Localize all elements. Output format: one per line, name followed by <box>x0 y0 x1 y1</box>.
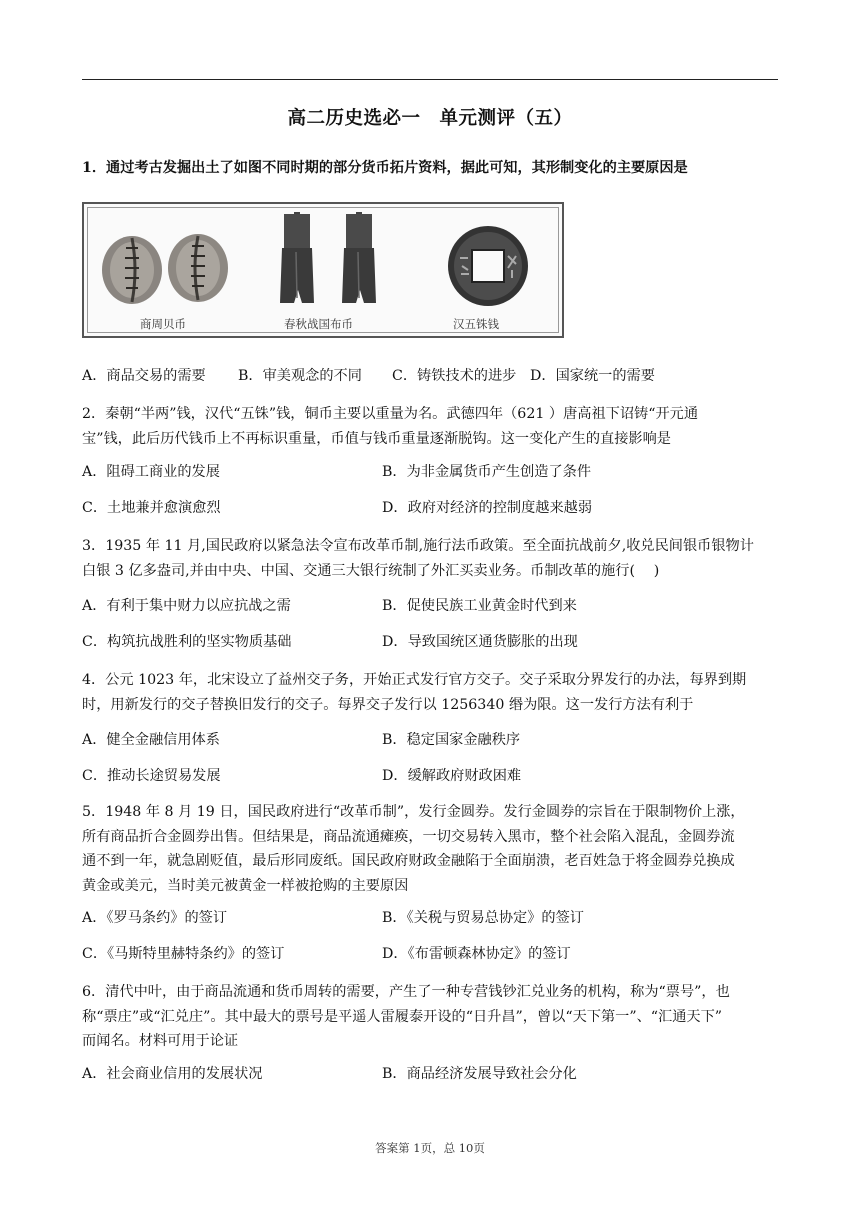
q5-option-d: D．《布雷顿森林协定》的签订 <box>382 946 571 962</box>
q4-line-1: 4．公元 1023 年，北宋设立了益州交子务，开始正式发行官方交子。交子采取分界发行的办法，每界到期 <box>82 672 747 688</box>
q3-option-a: A．有利于集中财力以应抗战之需 <box>82 598 291 614</box>
header-rule <box>82 79 778 80</box>
q5-line-1: 5．1948 年 8 月 19 日，国民政府进行“改革币制”，发行金圆券。发行金圆券的宗旨在于限制物价上涨， <box>82 804 745 820</box>
question-5-stem <box>82 800 780 898</box>
q6-line-3: 而闻名。材料可用于论证 <box>82 1033 239 1049</box>
q2-option-c: C．土地兼并愈演愈烈 <box>82 500 221 516</box>
question-2-stem <box>82 402 780 451</box>
spade-coin-icon <box>342 212 376 303</box>
q4-option-c: C．推动长途贸易发展 <box>82 768 221 784</box>
wuzhu-coin-icon <box>448 226 528 306</box>
q2-option-d: D．政府对经济的控制度越来越弱 <box>382 500 593 516</box>
q1-option-c: C．铸铁技术的进步 <box>392 368 517 384</box>
shell-coin-icon <box>168 234 228 302</box>
shell-coin-icon <box>102 236 162 304</box>
q6-option-b: B．商品经济发展导致社会分化 <box>382 1066 577 1082</box>
q5-option-c: C．《马斯特里赫特条约》的签订 <box>82 946 285 962</box>
q2-line-1: 2．秦朝“半两”钱，汉代“五铢”钱，铜币主要以重量为名。武德四年（621 ）唐高祖下诏铸“开元通 <box>82 406 699 422</box>
caption-shell-coin: 商周贝币 <box>140 317 186 331</box>
q4-line-2: 时，用新发行的交子替换旧发行的交子。每界交子发行以 1256340 缗为限。这一发行方法有利于 <box>82 696 694 713</box>
q4-option-b: B．稳定国家金融秩序 <box>382 732 521 748</box>
q3-line-2: 白银 3 亿多盎司,并由中央、中国、交通三大银行统制了外汇买卖业务。币制改革的施行( ) <box>82 562 660 579</box>
q2-option-b: B．为非金属货币产生创造了条件 <box>382 464 592 480</box>
question-3-stem <box>82 534 780 583</box>
q3-line-1: 3．1935 年 11 月,国民政府以紧急法令宣布改革币制,施行法币政策。至全面抗战前夕,收兑民间银币银物计 <box>82 538 754 554</box>
page-footer: 答案第 1页，总 10页 <box>375 1141 485 1155</box>
q3-option-b: B．促使民族工业黄金时代到来 <box>382 598 577 614</box>
caption-wuzhu-coin: 汉五铢钱 <box>453 317 499 331</box>
q1-option-a: A．商品交易的需要 <box>82 368 206 384</box>
q5-line-4: 黄金或美元，当时美元被黄金一样被抢购的主要原因 <box>82 877 409 894</box>
coin-figure <box>82 202 564 338</box>
q1-option-d: D．国家统一的需要 <box>530 368 655 384</box>
page-title: 高二历史选必一 单元测评（五） <box>287 108 573 129</box>
q4-option-d: D．缓解政府财政困难 <box>382 768 522 784</box>
q5-line-3: 通不到一年，就急剧贬值，最后形同废纸。国民政府财政金融陷于全面崩溃，老百姓急于将金圆券兑换成 <box>82 853 735 869</box>
q2-option-a: A．阻碍工商业的发展 <box>82 464 220 480</box>
q6-option-a: A．社会商业信用的发展状况 <box>82 1066 263 1082</box>
q5-line-2: 所有商品折合金圆券出售。但结果是，商品流通瘫痪，一切交易转入黑市，整个社会陷入混乱，金圆券流 <box>82 828 735 845</box>
q2-line-2: 宝”钱，此后历代钱币上不再标识重量，币值与钱币重量逐渐脱钩。这一变化产生的直接影响是 <box>82 430 671 447</box>
q3-option-c: C．构筑抗战胜利的坚实物质基础 <box>82 634 292 650</box>
q1-option-b: B．审美观念的不同 <box>238 368 362 384</box>
q6-line-1: 6．清代中叶，由于商品流通和货币周转的需要，产生了一种专营钱钞汇兑业务的机构，称为“票号”，也 <box>82 984 730 1000</box>
q6-line-2: 称“票庄”或“汇兑庄”。其中最大的票号是平遥人雷履泰开设的“日升昌”，曾以“天下第一”、“汇通天下” <box>82 1008 723 1025</box>
q5-option-a: A．《罗马条约》的签订 <box>82 910 228 926</box>
q3-option-d: D．导致国统区通货膨胀的出现 <box>382 634 578 650</box>
q4-option-a: A．健全金融信用体系 <box>82 732 220 748</box>
caption-spade-coin: 春秋战国布币 <box>284 317 353 331</box>
q5-option-b: B．《关税与贸易总协定》的签订 <box>382 910 584 926</box>
question-4-stem <box>82 668 780 717</box>
question-6-stem <box>82 980 780 1054</box>
spade-coin-icon <box>280 212 314 303</box>
question-1-stem: 1．通过考古发掘出土了如图不同时期的部分货币拓片资料，据此可知，其形制变化的主要原因是 <box>82 160 688 176</box>
